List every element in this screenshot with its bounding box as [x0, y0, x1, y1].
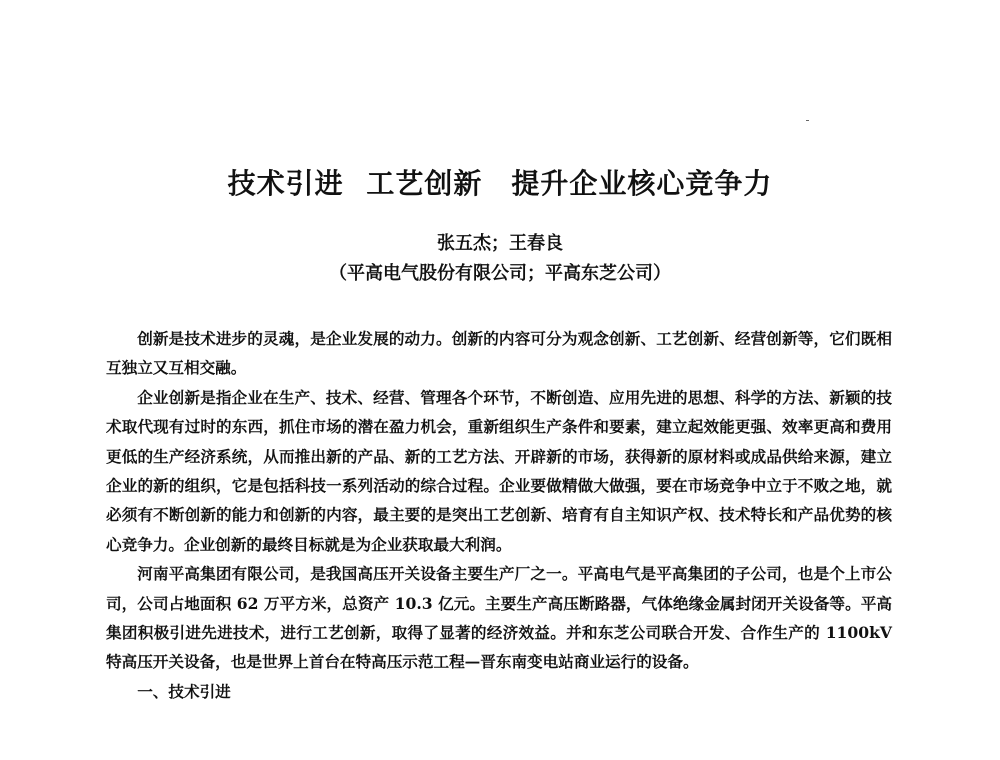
body-paragraph: 创新是技术进步的灵魂，是企业发展的动力。创新的内容可分为观念创新、工艺创新、经营创新等，它们既相互独立又互相交融。	[106, 329, 892, 378]
body-paragraph: 企业创新是指企业在生产、技术、经营、管理各个环节，不断创造、应用先进的思想、科学的方法、新颖的技术取代现有过时的东西，抓住市场的潜在盈力机会，重新组织生产条件和要素，建立起效能更强、效率更高和费用更低的生产经济系统，从而推出新的产品、新的工艺方法、开辟新的市场，获得新的原材料或成品供给来源，建立企业的新的组织，它是包括科技一系列活动的综合过程。企业要做精做大做强，要在市场竞争中立于不败之地，就必须有不断创新的能力和创新的内容，最主要的是突出工艺创新、培育有自主知识产权、技术特长和产品优势的核心竞争力。企业创新的最终目标就是为企业获取最大利润。	[106, 387, 892, 554]
section-heading: 一、技术引进	[137, 681, 231, 701]
scan-speck	[806, 120, 809, 121]
paper-affiliation: （平高电气股份有限公司；平高东芝公司）	[329, 263, 671, 284]
paper-title: 技术引进 工艺创新 提升企业核心竞争力	[227, 167, 773, 200]
paper-authors: 张五杰；王春良	[437, 233, 563, 254]
paper-body	[106, 324, 892, 706]
body-paragraph: 河南平高集团有限公司，是我国高压开关设备主要生产厂之一。平高电气是平高集团的子公司，也是个上市公司，公司占地面积 62 万平方米，总资产 10.3 亿元。主要生产高压断路器，气体绝缘金属封闭开关设备等。平高集团积极引进先进技术，进行工艺创新，取得了显著的经济效益。并和东芝公司联合开发、合作生产的 1100kV 特高压开关设备，也是世界上首台在特高压示范工程—晋东南变电站商业运行的设备。	[106, 564, 892, 672]
